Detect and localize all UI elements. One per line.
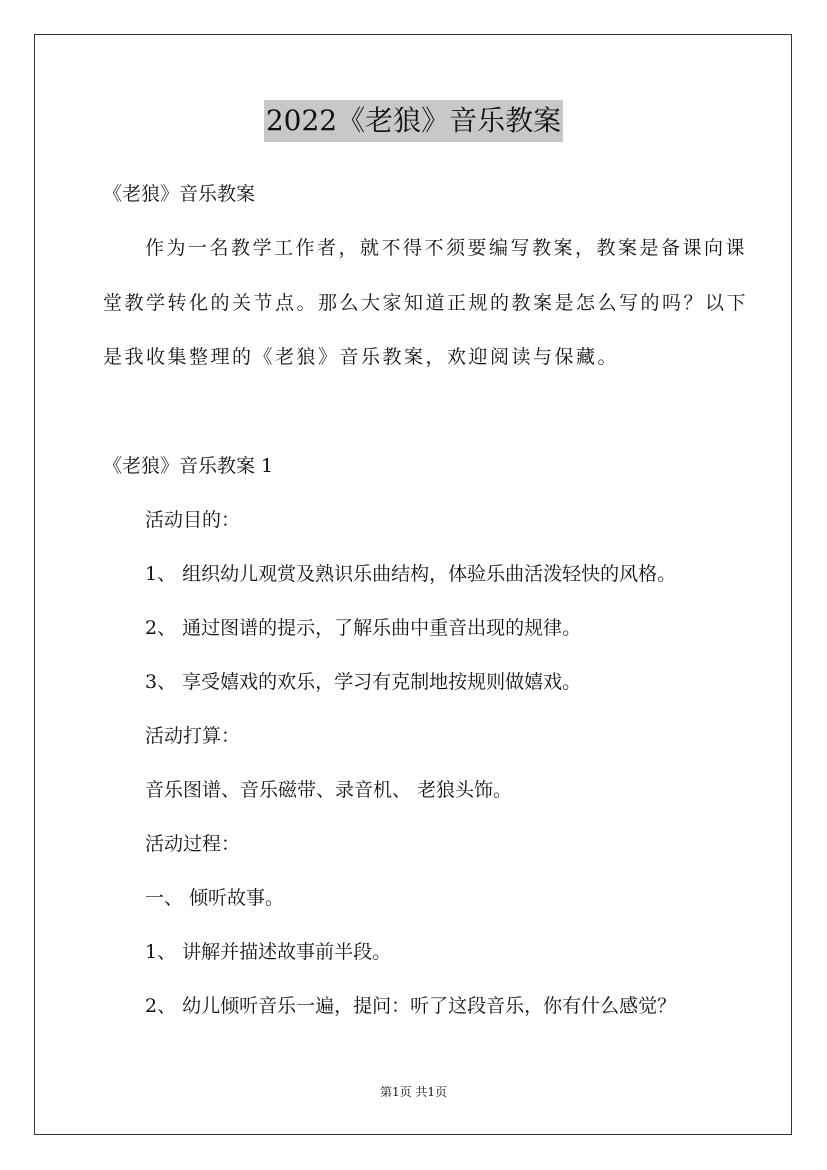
body-line: 3、 享受嬉戏的欢乐，学习有克制地按规则做嬉戏。 [145,671,582,693]
document-subtitle: 《老狼》音乐教案 [103,183,256,205]
body-line: 1、 组织幼儿观赏及熟识乐曲结构，体验乐曲活泼轻快的风格。 [145,563,677,585]
intro-line-1: 作为一名教学工作者，就不得不须要编写教案，教案是备课向课 [145,237,748,259]
intro-line-3: 是我收集整理的《老狼》音乐教案，欢迎阅读与保藏。 [103,346,620,368]
body-line: 音乐图谱、音乐磁带、录音机、 老狼头饰。 [145,779,513,801]
document-title: 2022《老狼》音乐教案 [264,100,563,142]
intro-line-2: 堂教学转化的关节点。那么大家知道正规的教案是怎么写的吗？以下 [103,292,749,314]
body-line: 活动目的： [145,509,241,531]
title-container [0,100,827,142]
section-heading: 《老狼》音乐教案 1 [103,455,274,477]
body-line: 1、 讲解并描述故事前半段。 [145,941,392,963]
body-line: 2、 幼儿倾听音乐一遍，提问：听了这段音乐，你有什么感觉？ [145,995,677,1017]
page-footer: 第1页 共1页 [379,1085,448,1099]
body-line: 活动过程： [145,833,241,855]
body-line: 2、 通过图谱的提示，了解乐曲中重音出现的规律。 [145,617,582,639]
body-line: 活动打算： [145,725,241,747]
body-line: 一、 倾听故事。 [145,887,285,909]
